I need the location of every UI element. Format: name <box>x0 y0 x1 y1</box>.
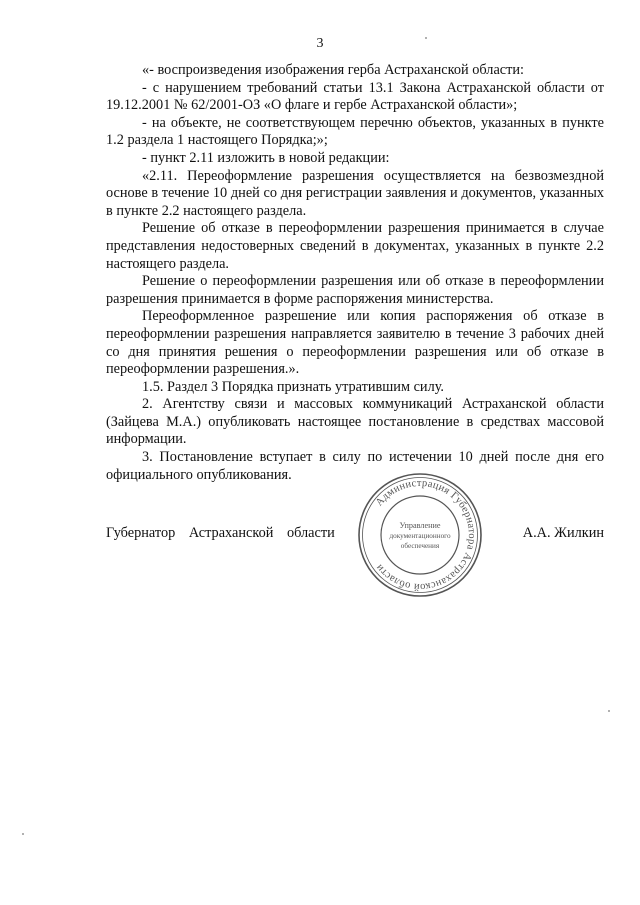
stamp-seal-graphic <box>356 471 484 599</box>
paragraph: «- воспроизведения изображения герба Астраханской области: <box>142 62 525 78</box>
stamp-ring-text: Администрация Губернатора Астраханской области <box>373 477 478 593</box>
paragraph: - на объекте, не соответствующем перечню объектов, указанных в пункте 1.2 раздела 1 настоящего Порядка;»; <box>106 114 604 149</box>
paragraph: 3. Постановление вступает в силу по истечении 10 дней после дня его официального опубликования. <box>106 449 604 483</box>
paragraph: «2.11. Переоформление разрешения осуществляется на безвозмездной основе в течение 10 дней со дня регистрации заявления и документов, указанных в пункте 2.2 настоящего раздела. <box>106 167 604 219</box>
scan-speck <box>22 833 24 835</box>
stamp-center-line: обеспечения <box>400 542 440 550</box>
paragraph: - пункт 2.11 изложить в новой редакции: <box>142 149 390 166</box>
paragraph: Решение об отказе в переоформлении разрешения принимается в случае представления недостоверных сведений в документах, указанных в пункте 2.2 настоящего раздела. <box>106 220 604 272</box>
stamp-center-line: документационного <box>389 532 451 540</box>
paragraph: 1.5. Раздел 3 Порядка признать утратившим силу. <box>142 378 444 395</box>
stamp-center-line: Управление <box>399 521 441 530</box>
scan-speck <box>608 710 610 712</box>
official-stamp <box>356 471 484 599</box>
paragraph: Решение о переоформлении разрешения или об отказе в переоформлении разрешения принимается в форме распоряжения министерства. <box>106 273 604 307</box>
signatory-title: Губернатор Астраханской области <box>106 525 335 541</box>
paragraph: - с нарушением требований статьи 13.1 Закона Астраханской области от 19.12.2001 № 62/2001-ОЗ «О флаге и гербе Астраханской области»; <box>106 79 604 114</box>
page-number: 3 <box>316 36 324 51</box>
document-body <box>106 62 604 484</box>
signatory-name: А.А. Жилкин <box>522 525 604 541</box>
scan-speck <box>425 37 427 39</box>
paragraph: Переоформленное разрешение или копия распоряжения об отказе в переоформлении разрешения направляется заявителю в течение 3 рабочих дней со дня принятия решения о переоформлении разрешения или об отказе в переоформлении разрешения.». <box>106 308 604 378</box>
paragraph: 2. Агентству связи и массовых коммуникаций Астраханской области (Зайцева М.А.) опубликовать настоящее постановление в средствах массовой информации. <box>106 396 604 448</box>
signature-block <box>106 525 604 547</box>
